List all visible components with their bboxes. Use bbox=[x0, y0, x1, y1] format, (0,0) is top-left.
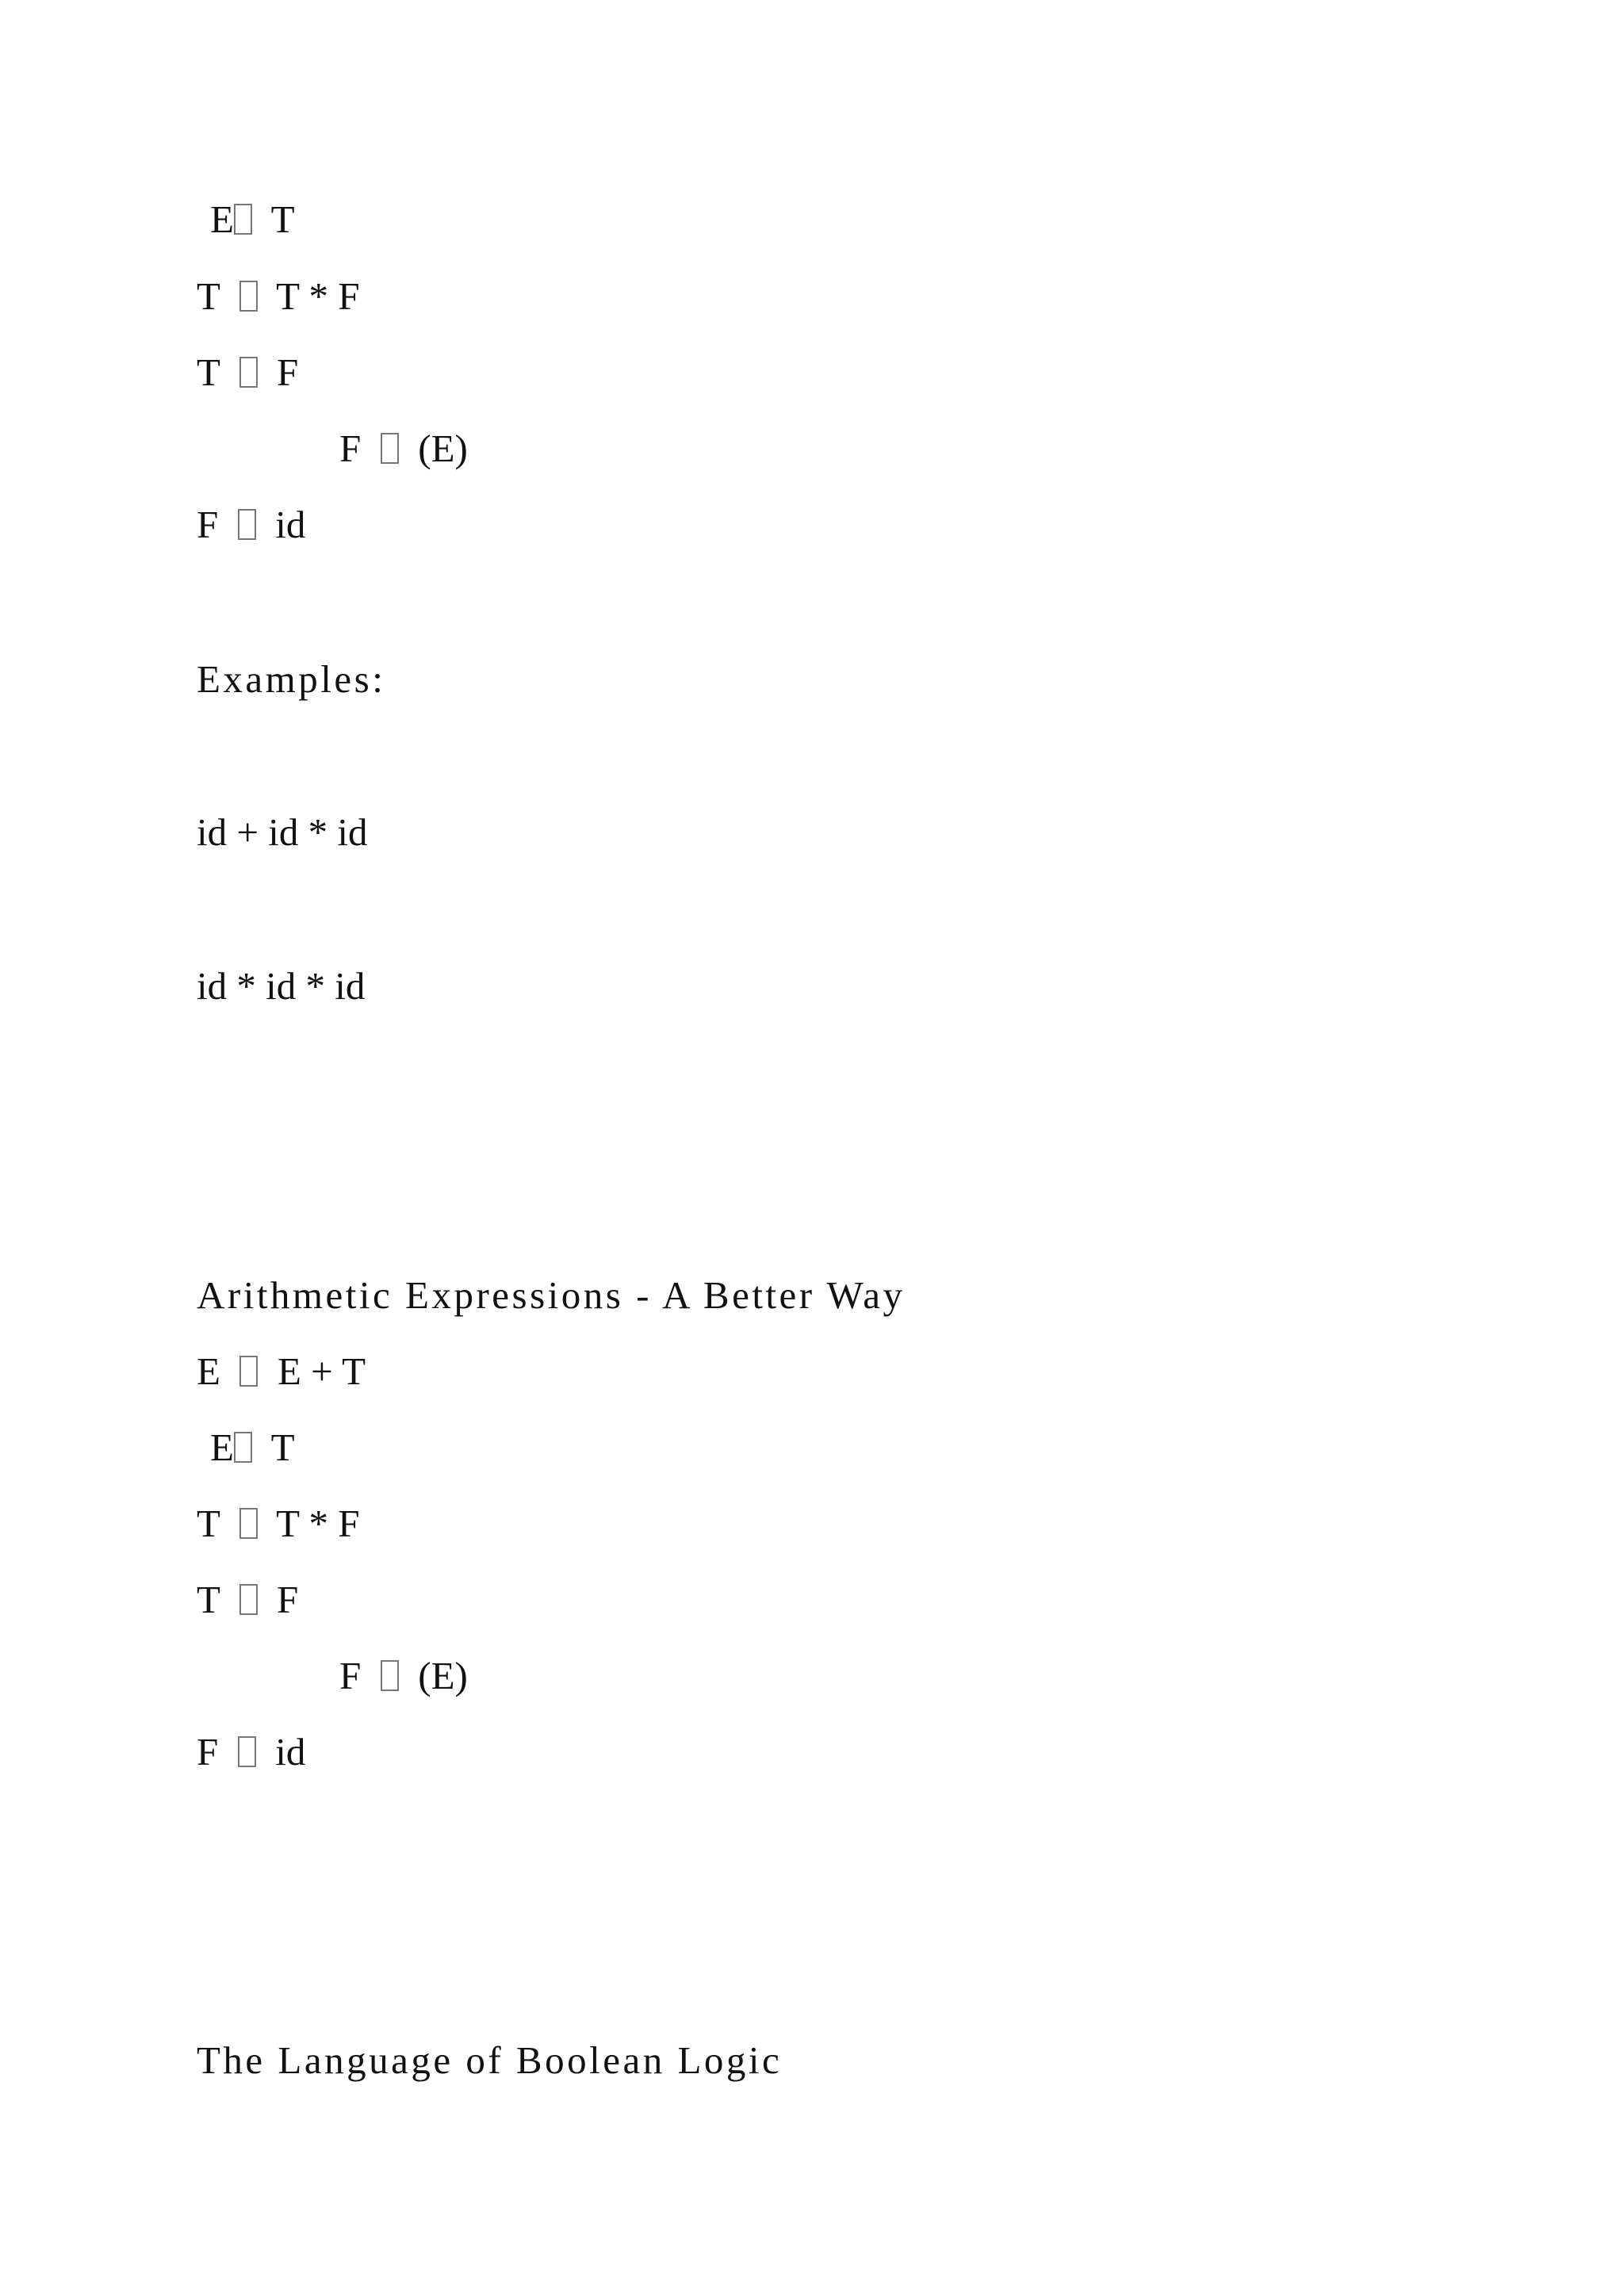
example-expression: id + id * id bbox=[197, 810, 368, 854]
grammar-rule bbox=[197, 505, 305, 544]
rule-rhs: F bbox=[277, 1578, 299, 1621]
missing-glyph-arrow-icon bbox=[234, 1432, 252, 1463]
rule-lhs: F bbox=[197, 1730, 219, 1774]
missing-glyph-arrow-icon bbox=[239, 1356, 258, 1387]
missing-glyph-arrow-icon bbox=[381, 1660, 399, 1691]
rule-rhs: T * F bbox=[276, 274, 360, 318]
rule-rhs: T bbox=[270, 1425, 295, 1469]
rule-lhs: T bbox=[197, 1502, 220, 1545]
rule-rhs: (E) bbox=[418, 427, 468, 470]
grammar-rule bbox=[197, 1580, 298, 1619]
examples-heading: Examples: bbox=[197, 657, 386, 701]
rule-lhs: T bbox=[197, 1578, 220, 1621]
rule-lhs: T bbox=[197, 350, 220, 394]
missing-glyph-arrow-icon bbox=[239, 1584, 258, 1615]
grammar-rule bbox=[210, 1425, 295, 1469]
rule-lhs: F bbox=[197, 503, 219, 546]
missing-glyph-arrow-icon bbox=[238, 1736, 256, 1767]
rule-rhs: T bbox=[270, 197, 295, 241]
rule-lhs: T bbox=[197, 274, 220, 318]
grammar-rule bbox=[210, 197, 295, 241]
missing-glyph-arrow-icon bbox=[239, 1508, 258, 1539]
grammar-rule bbox=[197, 1730, 306, 1774]
grammar-rule bbox=[339, 1656, 468, 1695]
missing-glyph-arrow-icon bbox=[239, 357, 258, 388]
rule-rhs: id bbox=[275, 1730, 306, 1774]
missing-glyph-arrow-icon bbox=[234, 204, 252, 235]
example-expression: id * id * id bbox=[197, 964, 366, 1008]
rule-rhs: T * F bbox=[276, 1502, 360, 1545]
rule-lhs: E bbox=[210, 197, 234, 241]
grammar-rule bbox=[197, 1349, 366, 1393]
missing-glyph-arrow-icon bbox=[381, 433, 399, 464]
section-heading: The Language of Boolean Logic bbox=[197, 2038, 783, 2082]
grammar-rule bbox=[197, 350, 299, 394]
rule-rhs: id bbox=[275, 503, 306, 546]
section-heading: Arithmetic Expressions - A Better Way bbox=[197, 1273, 906, 1317]
rule-lhs: E bbox=[210, 1425, 234, 1469]
grammar-rule bbox=[197, 274, 360, 318]
rule-lhs: F bbox=[339, 427, 362, 470]
missing-glyph-arrow-icon bbox=[238, 509, 256, 540]
grammar-rule bbox=[339, 429, 468, 468]
rule-lhs: F bbox=[339, 1654, 362, 1697]
missing-glyph-arrow-icon bbox=[239, 281, 258, 312]
rule-lhs: E bbox=[197, 1349, 220, 1393]
rule-rhs: E + T bbox=[277, 1349, 366, 1393]
rule-rhs: F bbox=[277, 350, 299, 394]
grammar-rule bbox=[197, 1504, 359, 1543]
rule-rhs: (E) bbox=[418, 1654, 468, 1697]
